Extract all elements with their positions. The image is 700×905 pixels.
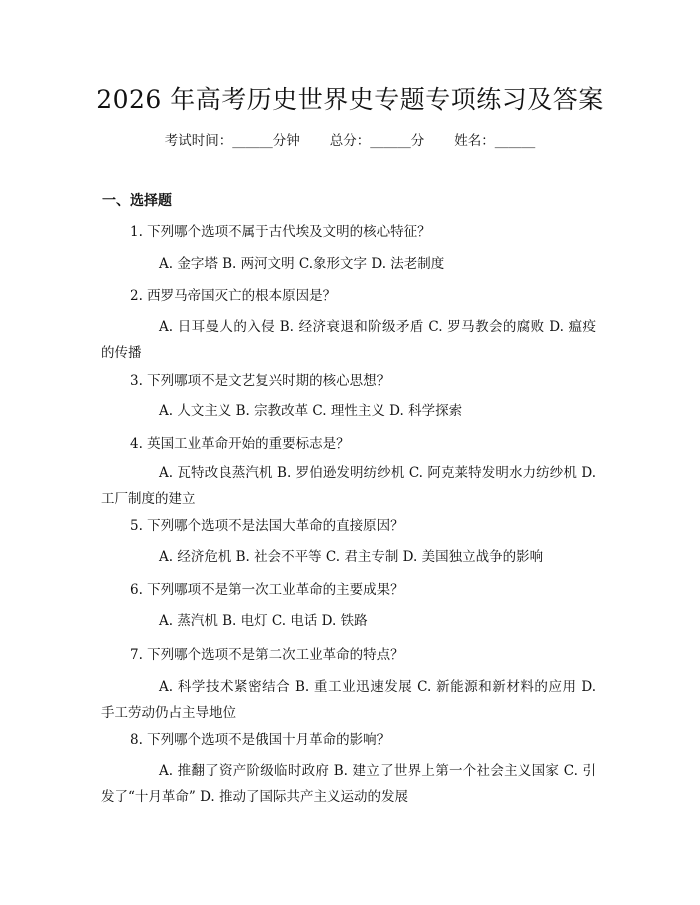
exam-time-field: 考试时间：______分钟 <box>164 133 300 149</box>
section-heading: 一、选择题 <box>102 193 172 209</box>
question-stem: 7. 下列哪个选项不是第二次工业革命的特点？ <box>130 647 404 663</box>
question-options: A. 人文主义 B. 宗教改革 C. 理性主义 D. 科学探索 <box>159 403 463 419</box>
question-stem: 2. 西罗马帝国灭亡的根本原因是？ <box>130 288 337 304</box>
question-options: A. 经济危机 B. 社会不平等 C. 君主专制 D. 美国独立战争的影响 <box>159 549 544 565</box>
exam-meta <box>0 131 700 151</box>
question-stem: 3. 下列哪项不是文艺复兴时期的核心思想？ <box>130 373 391 389</box>
question-stem: 5. 下列哪个选项不是法国大革命的直接原因？ <box>130 518 404 534</box>
question-options: A. 瓦特改良蒸汽机 B. 罗伯逊发明纺纱机 C. 阿克莱特发明水力纺纱机 D. 工厂制度的建立 <box>101 465 596 507</box>
question-stem: 1. 下列哪个选项不属于古代埃及文明的核心特征？ <box>130 224 431 240</box>
total-score-field: 总分：______分 <box>329 133 425 149</box>
question-options: A. 金字塔 B. 两河文明 C.象形文字 D. 法老制度 <box>159 256 445 272</box>
student-name-field: 姓名：______ <box>454 133 536 149</box>
question-stem: 4. 英国工业革命开始的重要标志是？ <box>130 436 350 452</box>
question-stem: 8. 下列哪个选项不是俄国十月革命的影响？ <box>130 732 391 748</box>
question-options: A. 蒸汽机 B. 电灯 C. 电话 D. 铁路 <box>159 613 368 629</box>
question-options: A. 推翻了资产阶级临时政府 B. 建立了世界上第一个社会主义国家 C. 引发了“十月革命” D. 推动了国际共产主义运动的发展 <box>101 763 596 805</box>
question-options: A. 日耳曼人的入侵 B. 经济衰退和阶级矛盾 C. 罗马教会的腐败 D. 瘟疫的传播 <box>101 319 596 361</box>
question-stem: 6. 下列哪项不是第一次工业革命的主要成果？ <box>130 582 404 598</box>
question-options: A. 科学技术紧密结合 B. 重工业迅速发展 C. 新能源和新材料的应用 D. 手工劳动仍占主导地位 <box>101 679 596 721</box>
page-title: 2026 年高考历史世界史专题专项练习及答案 <box>96 85 604 114</box>
